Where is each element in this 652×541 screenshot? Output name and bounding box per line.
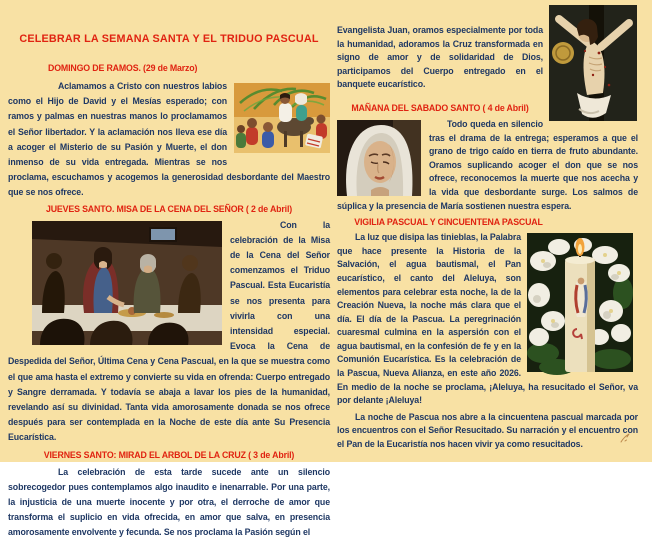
virgin-mary-image — [337, 120, 421, 196]
paragraph-sabado-santo — [337, 118, 638, 213]
paragraph-text: Evangelista Juan, oramos especialmente por toda la humanidad, adoramos la Cruz transformada en signo de amor y de solidaridad de Dios, participamos del Cuerpo entregado en el banquete eucarístico. — [337, 25, 543, 90]
heading-sabado-santo: MAÑANA DEL SABADO SANTO ( 4 de Abril) — [351, 102, 529, 113]
page-title: CELEBRAR LA SEMANA SANTA Y EL TRIDUO PASCUAL — [19, 33, 319, 45]
paragraph-viernes-santo — [8, 465, 330, 541]
palm-sunday-illustration — [234, 83, 330, 153]
paragraph-text: La luz que disipa las tinieblas, la Palabra que hace presente la Historia de la Salvación, el agua bautismal, el Pan eucarístico, el canto del Aleluya, son elementos para celebrar esta noche, la de la Creación Nueva, la noche más clara que el día. El día de la Pascua. La peregrinación cuaresmal culmina en la aspersión con el agua bautismal, en la confesión de fe y en la Comunión Eucarística. Es la celebración de la Pascua, Nueva Alianza, en este año 2026. En medio de la noche se proclama, ¡Aleluya, ha resucitado el Señor, va por delante ¡Aleluya! — [337, 232, 638, 406]
paragraph-text: La noche de Pascua nos abre a la cincuentena pascual marcada por los encuentros con el Señor Resucitado. Su narración y el encuentro con el Pan de la Eucaristía nos hacen vivir ya como resucitados. — [337, 411, 638, 450]
paragraph-vigilia-pascual — [337, 231, 638, 408]
paschal-candle-image — [527, 233, 633, 372]
left-column — [8, 0, 330, 541]
paschal-candle-with-lilies-photo — [527, 233, 633, 372]
paragraph-domingo-ramos — [8, 79, 330, 201]
right-column — [337, 0, 638, 452]
sorrowful-virgin-painting — [337, 120, 421, 196]
heading-jueves-santo: JUEVES SANTO. MISA DE LA CENA DEL SEÑOR ( 2 de Abril) — [45, 203, 293, 214]
heading-domingo-ramos: DOMINGO DE RAMOS. (29 de Marzo) — [48, 63, 198, 73]
paragraph-text: La celebración de esta tarde sucede ante un silencio sobrecogedor pues contemplamos algo inaudito e inenarrable. Por una parte, la injusticia de una muerte inocente y por otra, el derroche de amor que transforma el suplicio en vida ofrecida, en amor que salva, en presencia amorosamente envolvente y fecunda. Se nos proclama la Pasión según el — [8, 466, 330, 538]
paragraph-jueves-santo — [8, 218, 330, 446]
palm-sunday-image — [234, 83, 330, 153]
corner-scribble-mark — [618, 431, 632, 443]
heading-vigilia-pascual: VIGILIA PASCUAL Y CINCUENTENA PASCUAL — [354, 217, 543, 228]
paragraph-cincuentena-pascual — [337, 411, 638, 452]
paragraph-text: Aclamamos a Cristo con nuestros labios como el Hijo de David y el Mesías esperado; con ramos y palmas en nuestras manos lo proclamamos el Señor libertador. Y la aclamación nos lleva ese día a acoger el Misterio de su Pasión y Muerte, el don inmenso de su vida entregada. Mientras se nos proclama, escuchamos y acogemos la generosidad desbordante del Maestro que se nos ofrece. — [8, 81, 330, 198]
crucified-christ-sculpture — [549, 5, 637, 121]
heading-viernes-santo: VIERNES SANTO: MIRAD EL ARBOL DE LA CRUZ ( 3 de Abril) — [43, 449, 295, 460]
crucifix-image — [549, 5, 637, 121]
last-supper-image — [32, 221, 222, 345]
last-supper-painting — [32, 221, 222, 345]
paragraph-text: Con la celebración de la Misa de la Cena del Señor comenzamos el Triduo Pascual. Esta Eucaristía se nos presenta para vivirla con una intensidad especial. Evoca la Cena de Despedida del Señor, Última Cena y Cena Pascual, en la que se muestra como el que ama hasta el extremo y convierte su vida en ofrenda: Cuerpo entregado y Sangre derramada. Y todavía se abaja a lavar los pies de la humanidad, revelando así su divinidad. Tanta vida amorosamente donada se nos ofrece después para ser contemplada en la Noche de este día ante Su Presencia Eucarística. — [8, 219, 330, 443]
paragraph-text: Todo queda en silencio tras el drama de la entrega; esperamos a que el grano de trigo caído en tierra de fruto abundante. Oramos suplicando acoger el don que se nos ofrece, reconocemos la muerte que nos acecha y la vida que desbordante surge. Los salmos de súplica y la presencia de María sostienen nuestra espera. — [337, 118, 638, 211]
